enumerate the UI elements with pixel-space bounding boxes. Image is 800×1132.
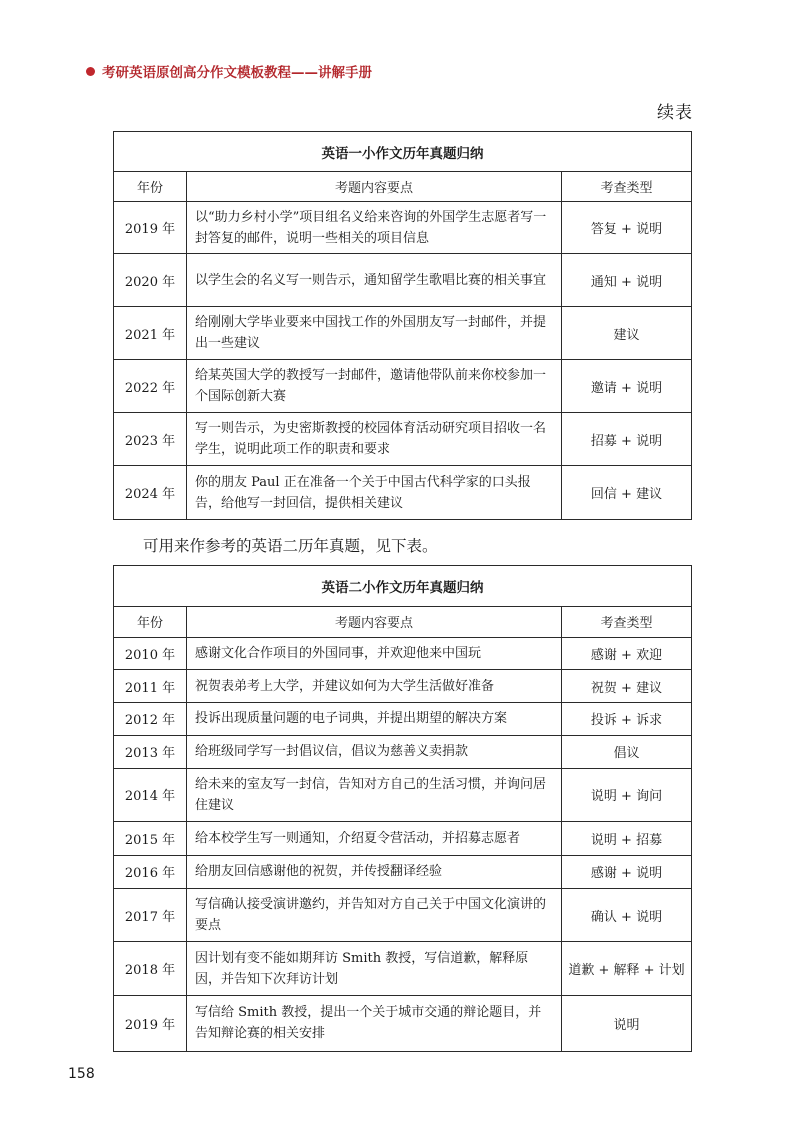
table-row — [114, 855, 692, 889]
content-cell: 你的朋友 Paul 正在准备一个关于中国古代科学家的口头报告，给他写一封回信，提供相关建议 — [187, 466, 562, 520]
type-cell: 感谢 + 说明 — [562, 855, 692, 889]
content-cell: 给班级同学写一封倡议信，倡议为慈善义卖捐款 — [187, 735, 562, 768]
column-header-year: 年份 — [114, 172, 187, 202]
type-cell: 投诉 + 诉求 — [562, 703, 692, 736]
type-cell: 招募 + 说明 — [562, 413, 692, 466]
table-row — [114, 821, 692, 855]
type-cell: 说明 + 招募 — [562, 821, 692, 855]
table-row — [114, 360, 692, 413]
content-cell: 给朋友回信感谢他的祝贺，并传授翻译经验 — [187, 855, 562, 889]
table-row — [114, 307, 692, 360]
type-cell: 答复 + 说明 — [562, 202, 692, 254]
type-cell: 回信 + 建议 — [562, 466, 692, 520]
table-row — [114, 768, 692, 821]
year-cell: 2023 年 — [114, 413, 187, 466]
year-cell: 2016 年 — [114, 855, 187, 889]
type-cell: 说明 — [562, 995, 692, 1051]
table-row — [114, 670, 692, 703]
table-row — [114, 735, 692, 768]
type-cell: 祝贺 + 建议 — [562, 670, 692, 703]
type-cell: 感谢 + 欢迎 — [562, 637, 692, 670]
column-header-content: 考题内容要点 — [187, 172, 562, 202]
year-cell: 2018 年 — [114, 942, 187, 995]
content-cell: 祝贺表弟考上大学，并建议如何为大学生活做好准备 — [187, 670, 562, 703]
year-cell: 2015 年 — [114, 821, 187, 855]
content-cell: 给刚刚大学毕业要来中国找工作的外国朋友写一封邮件，并提出一些建议 — [187, 307, 562, 360]
continuation-label: 续表 — [657, 103, 693, 123]
year-cell: 2022 年 — [114, 360, 187, 413]
year-cell: 2011 年 — [114, 670, 187, 703]
year-cell: 2024 年 — [114, 466, 187, 520]
content-cell: 投诉出现质量问题的电子词典，并提出期望的解决方案 — [187, 703, 562, 736]
table-row — [114, 413, 692, 466]
type-cell: 邀请 + 说明 — [562, 360, 692, 413]
table-row — [114, 995, 692, 1051]
table-row — [114, 703, 692, 736]
content-cell: 因计划有变不能如期拜访 Smith 教授，写信道歉，解释原因，并告知下次拜访计划 — [187, 942, 562, 995]
page-number: 158 — [68, 1066, 95, 1082]
content-cell: 写一则告示，为史密斯教授的校园体育活动研究项目招收一名学生，说明此项工作的职责和要求 — [187, 413, 562, 466]
content-cell: 以“助力乡村小学”项目组名义给来咨询的外国学生志愿者写一封答复的邮件，说明一些相关的项目信息 — [187, 202, 562, 254]
type-cell: 建议 — [562, 307, 692, 360]
year-cell: 2017 年 — [114, 889, 187, 942]
content-cell: 感谢文化合作项目的外国同事，并欢迎他来中国玩 — [187, 637, 562, 670]
type-cell: 通知 + 说明 — [562, 254, 692, 307]
year-cell: 2012 年 — [114, 703, 187, 736]
content-cell: 写信确认接受演讲邀约，并告知对方自己关于中国文化演讲的要点 — [187, 889, 562, 942]
table-english-one — [113, 131, 692, 520]
table-row — [114, 637, 692, 670]
intro-paragraph: 可用来作参考的英语二历年真题，见下表。 — [143, 537, 438, 555]
type-cell: 确认 + 说明 — [562, 889, 692, 942]
year-cell: 2021 年 — [114, 307, 187, 360]
table-title: 英语二小作文历年真题归纳 — [114, 566, 692, 607]
table-title: 英语一小作文历年真题归纳 — [114, 132, 692, 172]
content-cell: 给某英国大学的教授写一封邮件，邀请他带队前来你校参加一个国际创新大赛 — [187, 360, 562, 413]
header-title: 考研英语原创高分作文模板教程——讲解手册 — [102, 65, 372, 81]
year-cell: 2019 年 — [114, 995, 187, 1051]
content-cell: 写信给 Smith 教授，提出一个关于城市交通的辩论题目，并告知辩论赛的相关安排 — [187, 995, 562, 1051]
table-row — [114, 466, 692, 520]
column-header-year: 年份 — [114, 606, 187, 637]
type-cell: 说明 + 询问 — [562, 768, 692, 821]
table-row — [114, 889, 692, 942]
content-cell: 给本校学生写一则通知，介绍夏令营活动，并招募志愿者 — [187, 821, 562, 855]
content-cell: 给未来的室友写一封信，告知对方自己的生活习惯，并询问居住建议 — [187, 768, 562, 821]
column-header-type: 考查类型 — [562, 172, 692, 202]
column-header-content: 考题内容要点 — [187, 606, 562, 637]
column-header-type: 考查类型 — [562, 606, 692, 637]
table-row — [114, 942, 692, 995]
table-row — [114, 202, 692, 254]
bullet-dot-icon — [86, 67, 95, 76]
year-cell: 2014 年 — [114, 768, 187, 821]
table-row — [114, 254, 692, 307]
year-cell: 2010 年 — [114, 637, 187, 670]
content-cell: 以学生会的名义写一则告示，通知留学生歌唱比赛的相关事宜 — [187, 254, 562, 307]
type-cell: 道歉 + 解释 + 计划 — [562, 942, 692, 995]
type-cell: 倡议 — [562, 735, 692, 768]
running-header — [86, 61, 372, 81]
year-cell: 2013 年 — [114, 735, 187, 768]
year-cell: 2019 年 — [114, 202, 187, 254]
year-cell: 2020 年 — [114, 254, 187, 307]
table-english-two — [113, 565, 692, 1052]
